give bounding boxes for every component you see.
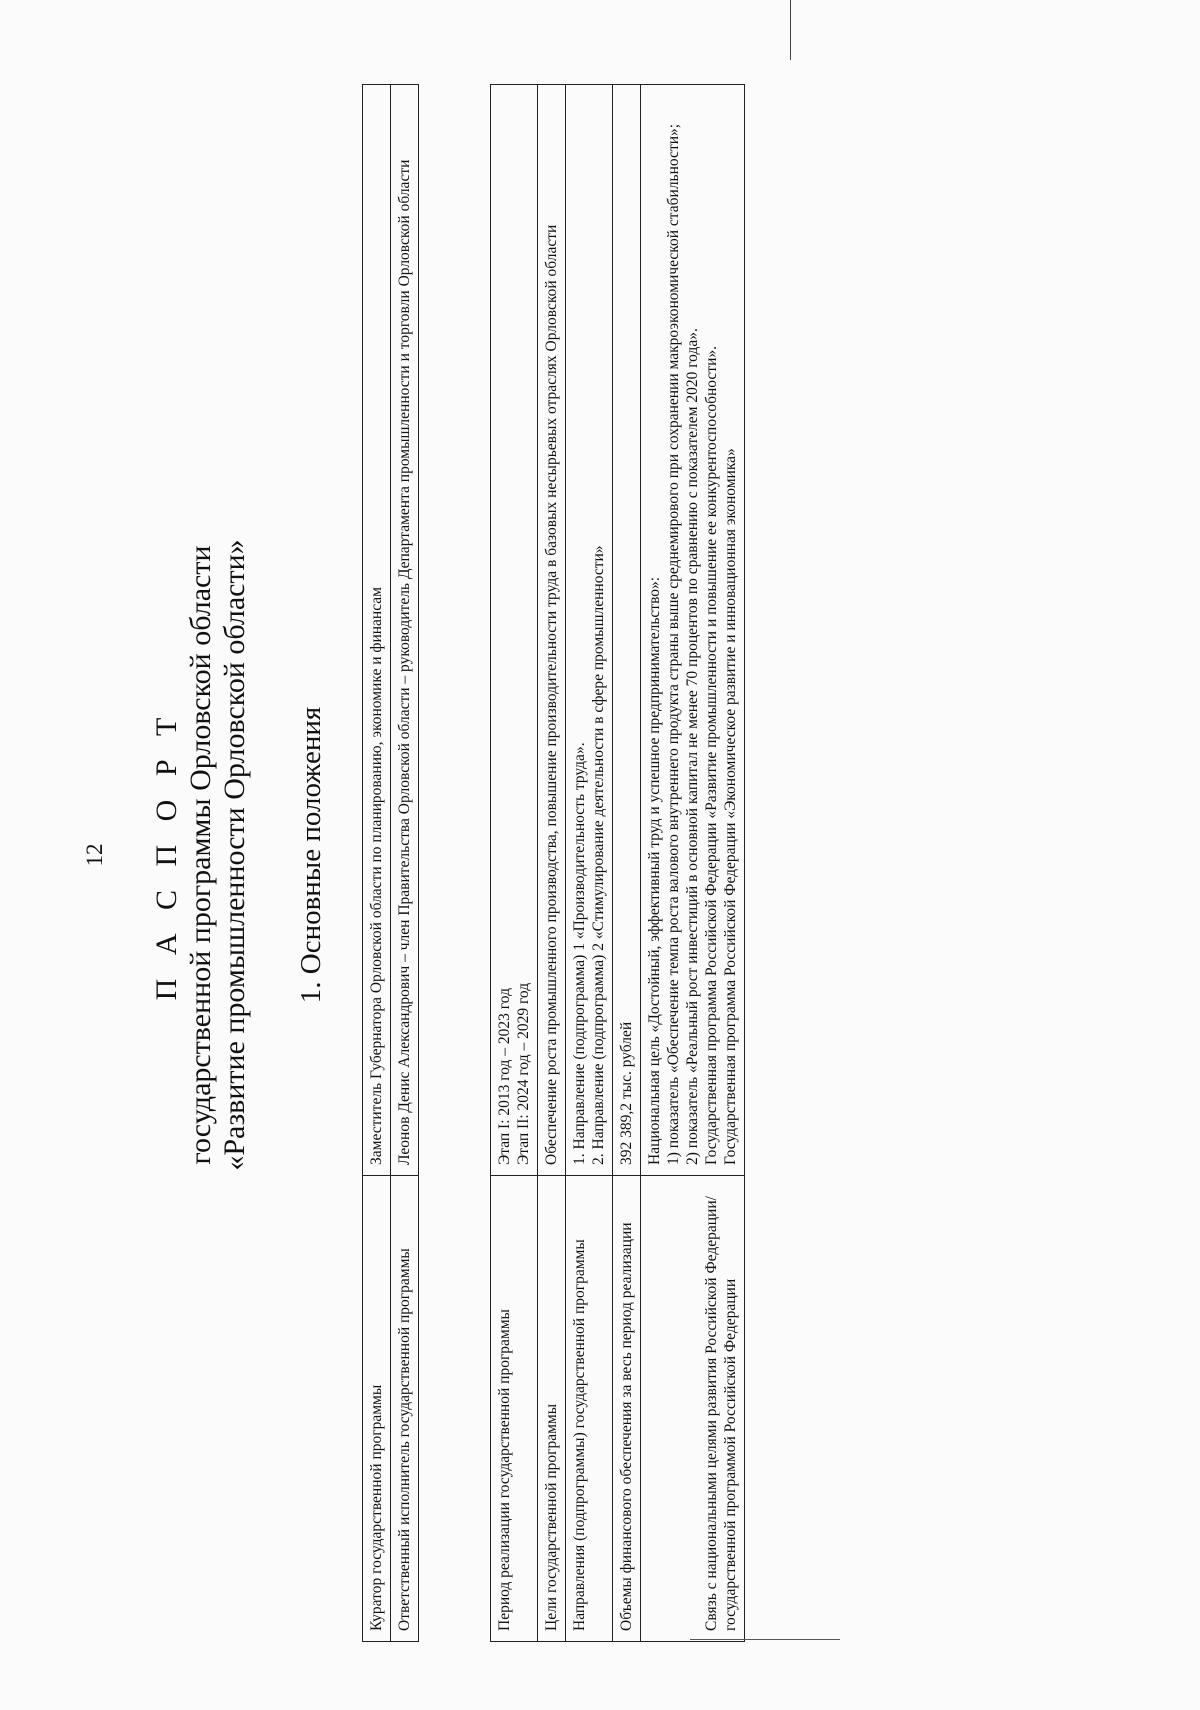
row-label: Период реализации государственной программы [491, 1176, 538, 1642]
value-line: 1) показатель «Обеспечение темпа роста валового внутреннего продукта страны выше среднемирового при сохранении макроэкономической стабильности»; [665, 123, 682, 1165]
table-row [641, 85, 745, 1642]
row-value [538, 85, 566, 1176]
value-line: 2) показатель «Реальный рост инвестиций в основной капитал не менее 70 процентов по сравнению с показателем 2020 года». [684, 328, 701, 1165]
row-value [363, 85, 391, 1176]
table-row [363, 85, 391, 1642]
value-line: Этап II: 2024 год – 2029 год [515, 982, 532, 1165]
row-value [391, 85, 419, 1176]
row-label: Направления (подпрограммы) государственной программы [566, 1176, 613, 1642]
title-block [150, 0, 252, 1710]
value-line: 392 389,2 тыс. рублей [618, 1021, 635, 1165]
value-line: Государственная программа Российской Федерации «Экономическое развитие и инновационная экономика» [722, 448, 739, 1165]
row-label: Объемы финансового обеспечения за весь период реализации [613, 1176, 641, 1642]
table-row [538, 85, 566, 1642]
table-row [491, 85, 538, 1642]
passport-table-main [490, 84, 745, 1642]
row-label: Цели государственной программы [538, 1176, 566, 1642]
program-name: «Развитие промышленности Орловской области» [218, 539, 251, 1171]
value-line: Национальная цель «Достойный, эффективный труд и успешное предпринимательство»: [646, 576, 663, 1165]
passport-table-top [362, 84, 419, 1642]
value-line: Обеспечение роста промышленного производства, повышение производительности труда в базовых несырьевых отраслях Орловской области [543, 224, 560, 1165]
row-value [491, 85, 538, 1176]
page-number: 12 [82, 843, 107, 867]
value-line: 2. Направление (подпрограмма) 2 «Стимулирование деятельности в сфере промышленности» [590, 545, 607, 1165]
row-value [613, 85, 641, 1176]
table-row [613, 85, 641, 1642]
pen-mark-line [790, 0, 791, 60]
value-line: Государственная программа Российской Федерации «Развитие промышленности и повышение ее конкурентоспособности». [703, 345, 720, 1165]
document-subtitle: государственной программы Орловской области [184, 545, 217, 1165]
row-label: Куратор государственной программы [363, 1176, 391, 1642]
value-line: 1. Направление (подпрограмма) 1 «Производительность труда». [571, 742, 588, 1165]
value-line: Этап I: 2013 год – 2023 год [496, 988, 513, 1165]
table-row [391, 85, 419, 1642]
row-value [566, 85, 613, 1176]
row-label: Ответственный исполнитель государственной программы [391, 1176, 419, 1642]
section-heading: 1. Основные положения [295, 706, 327, 1004]
table-row [566, 85, 613, 1642]
pen-mark-line [690, 1639, 840, 1640]
row-label: Связь с национальными целями развития Российской Федерации/ государственной программой Российской Федерации [641, 1176, 745, 1642]
document-title: П А С П О Р Т [150, 709, 183, 1001]
value-line: Леонов Денис Александрович – член Правительства Орловской области – руководитель Департамента промышленности и торговли Орловской области [396, 159, 413, 1165]
row-value [641, 85, 745, 1176]
value-line: Заместитель Губернатора Орловской области по планированию, экономике и финансам [368, 587, 385, 1165]
